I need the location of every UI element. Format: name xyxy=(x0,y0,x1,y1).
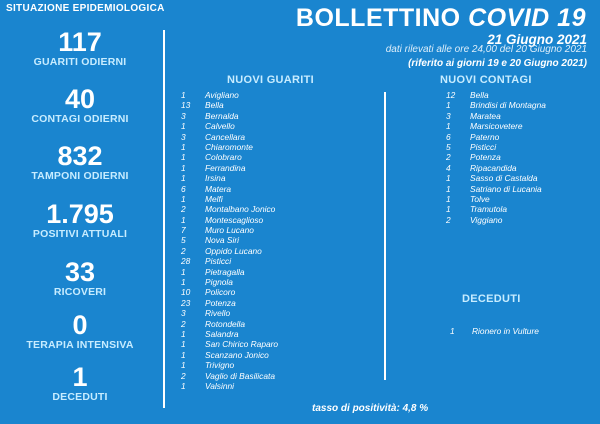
stat-label: GUARITI ODIERNI xyxy=(33,56,127,68)
title-part-2: COVID 19 xyxy=(468,4,586,32)
item-count: 3 xyxy=(181,308,186,319)
item-municipality: Montalbano Jonico xyxy=(205,204,276,215)
item-municipality: Muro Lucano xyxy=(205,225,254,236)
item-municipality: Rionero in Vulture xyxy=(472,326,539,336)
column-divider xyxy=(163,30,165,408)
item-count: 1 xyxy=(446,100,451,111)
item-count: 1 xyxy=(181,380,186,391)
bulletin-title xyxy=(296,4,586,33)
item-count: 1 xyxy=(181,173,186,184)
item-count: 1 xyxy=(181,277,186,288)
list-item xyxy=(181,339,278,349)
stat-value: 40 xyxy=(64,84,96,114)
item-municipality: Pietragalla xyxy=(205,266,245,277)
item-count: 1 xyxy=(181,339,186,350)
list-item xyxy=(181,256,278,266)
list-item xyxy=(181,360,278,370)
item-municipality: Policoro xyxy=(205,287,236,298)
list-item xyxy=(181,319,278,329)
list-item xyxy=(181,225,278,235)
list-divider xyxy=(384,92,386,380)
list-item xyxy=(181,132,278,142)
item-municipality: Brindisi di Montagna xyxy=(470,100,546,111)
stat-label: TAMPONI ODIERNI xyxy=(31,170,129,182)
list-item xyxy=(181,184,278,194)
list-item xyxy=(181,152,278,162)
item-count: 1 xyxy=(181,121,186,132)
item-municipality: Matera xyxy=(205,183,232,194)
item-count: 4 xyxy=(446,162,451,173)
list-item xyxy=(446,111,546,121)
item-municipality: Cancellara xyxy=(205,131,246,142)
list-item xyxy=(181,350,278,360)
item-count: 1 xyxy=(446,121,451,132)
list-item xyxy=(446,132,546,142)
item-count: 1 xyxy=(181,152,186,163)
list-item xyxy=(181,277,278,287)
data-note: dati rilevati alle ore 24,00 del 20 Giugno 2021 xyxy=(385,44,587,55)
list-item xyxy=(181,121,278,131)
item-municipality: Satriano di Lucania xyxy=(470,183,542,194)
item-count: 1 xyxy=(446,204,451,215)
list-item xyxy=(446,194,546,204)
title-part-1: BOLLETTINO xyxy=(295,4,469,32)
item-municipality: Pignola xyxy=(205,277,233,288)
deceduti-list xyxy=(450,326,539,336)
item-count: 3 xyxy=(181,131,186,142)
item-municipality: Pisticci xyxy=(470,141,497,152)
list-item xyxy=(181,298,278,308)
list-item xyxy=(446,121,546,131)
stat-block xyxy=(0,311,160,351)
item-municipality: Sasso di Castalda xyxy=(470,173,538,184)
stat-value: 832 xyxy=(57,141,103,171)
item-municipality: Pisticci xyxy=(205,256,232,267)
item-count: 1 xyxy=(181,349,186,360)
item-municipality: Ripacandida xyxy=(470,162,517,173)
item-count: 3 xyxy=(181,110,186,121)
list-item xyxy=(181,308,278,318)
item-municipality: Bernalda xyxy=(205,110,239,121)
item-municipality: Potenza xyxy=(205,297,236,308)
guariti-list xyxy=(181,90,278,391)
item-count: 1 xyxy=(181,193,186,204)
item-count: 5 xyxy=(446,141,451,152)
list-item xyxy=(446,90,546,100)
item-municipality: Potenza xyxy=(470,152,501,163)
list-item xyxy=(181,381,278,391)
stat-block xyxy=(0,258,160,298)
stat-label: CONTAGI ODIERNI xyxy=(31,113,129,125)
item-municipality: Rivello xyxy=(205,308,231,319)
item-count: 6 xyxy=(181,183,186,194)
list-item xyxy=(181,287,278,297)
item-count: 28 xyxy=(181,256,191,267)
item-municipality: Calvello xyxy=(205,121,235,132)
stat-block xyxy=(0,142,160,182)
stat-block xyxy=(0,85,160,125)
item-municipality: Vaglio di Basilicata xyxy=(205,370,275,381)
bulletin-date: 21 Giugno 2021 xyxy=(487,32,587,47)
item-municipality: Nova Siri xyxy=(205,235,239,246)
list-item xyxy=(181,90,278,100)
item-count: 12 xyxy=(446,90,456,100)
item-count: 1 xyxy=(181,141,186,152)
list-item xyxy=(181,173,278,183)
item-count: 1 xyxy=(181,266,186,277)
item-count: 7 xyxy=(181,225,186,236)
item-count: 23 xyxy=(181,297,191,308)
item-municipality: Oppido Lucano xyxy=(205,245,262,256)
stat-value: 1 xyxy=(72,362,88,392)
item-count: 13 xyxy=(181,100,191,111)
item-count: 1 xyxy=(181,90,186,100)
stat-value: 33 xyxy=(64,257,96,287)
list-item xyxy=(446,100,546,110)
item-count: 1 xyxy=(450,326,455,336)
stat-label: RICOVERI xyxy=(53,286,107,298)
stat-block xyxy=(0,200,160,240)
item-count: 1 xyxy=(181,360,186,371)
list-item xyxy=(181,204,278,214)
stat-block xyxy=(0,28,160,68)
list-item xyxy=(446,173,546,183)
item-municipality: Rotondella xyxy=(205,318,246,329)
item-count: 2 xyxy=(181,318,186,329)
item-count: 1 xyxy=(181,214,186,225)
list-item xyxy=(181,235,278,245)
item-count: 2 xyxy=(181,370,186,381)
item-municipality: Melfi xyxy=(205,193,223,204)
list-item xyxy=(446,215,546,225)
list-item xyxy=(450,326,539,336)
list-item xyxy=(446,163,546,173)
item-municipality: Avigliano xyxy=(205,90,239,100)
item-municipality: Marsicovetere xyxy=(470,121,523,132)
item-municipality: Ferrandina xyxy=(205,162,246,173)
list-item xyxy=(181,329,278,339)
item-count: 6 xyxy=(446,131,451,142)
item-municipality: Bella xyxy=(470,90,489,100)
contagi-list xyxy=(446,90,546,225)
stat-label: TERAPIA INTENSIVA xyxy=(26,339,134,351)
item-count: 5 xyxy=(181,235,186,246)
item-municipality: Trivigno xyxy=(205,360,235,371)
item-municipality: Paterno xyxy=(470,131,500,142)
stat-value: 0 xyxy=(72,310,88,340)
item-municipality: Montescaglioso xyxy=(205,214,264,225)
guariti-heading: NUOVI GUARITI xyxy=(227,74,315,86)
item-municipality: Colobraro xyxy=(205,152,242,163)
contagi-heading: NUOVI CONTAGI xyxy=(440,74,532,86)
item-count: 10 xyxy=(181,287,191,298)
list-item xyxy=(181,267,278,277)
item-count: 3 xyxy=(446,110,451,121)
list-item xyxy=(181,100,278,110)
item-municipality: Irsina xyxy=(205,173,226,184)
list-item xyxy=(181,246,278,256)
item-count: 1 xyxy=(446,183,451,194)
stat-label: POSITIVI ATTUALI xyxy=(32,228,128,240)
stat-value: 117 xyxy=(58,27,102,57)
item-municipality: Bella xyxy=(205,100,224,111)
list-item xyxy=(181,111,278,121)
item-count: 2 xyxy=(446,214,451,225)
item-municipality: Scanzano Jonico xyxy=(205,349,269,360)
list-item xyxy=(446,204,546,214)
deceduti-heading: DECEDUTI xyxy=(462,293,521,305)
item-count: 2 xyxy=(181,245,186,256)
item-municipality: Tolve xyxy=(470,193,490,204)
item-municipality: San Chirico Raparo xyxy=(205,339,279,350)
list-item xyxy=(181,194,278,204)
list-item xyxy=(446,152,546,162)
item-count: 1 xyxy=(446,173,451,184)
item-count: 1 xyxy=(181,328,186,339)
item-count: 2 xyxy=(181,204,186,215)
list-item xyxy=(181,371,278,381)
item-count: 1 xyxy=(181,162,186,173)
item-count: 1 xyxy=(446,193,451,204)
item-municipality: Tramutola xyxy=(470,204,508,215)
stat-label: DECEDUTI xyxy=(52,391,108,403)
item-municipality: Valsinni xyxy=(205,380,235,391)
stat-value: 1.795 xyxy=(46,199,114,229)
item-municipality: Viggiano xyxy=(470,214,503,225)
situation-title: SITUAZIONE EPIDEMIOLOGICA xyxy=(6,3,165,14)
stat-block xyxy=(0,363,160,403)
item-municipality: Maratea xyxy=(470,110,501,121)
item-municipality: Chiaromonte xyxy=(205,141,253,152)
reference-note: (riferito ai giorni 19 e 20 Giugno 2021) xyxy=(408,58,587,69)
list-item xyxy=(181,142,278,152)
list-item xyxy=(181,215,278,225)
item-count: 2 xyxy=(446,152,451,163)
list-item xyxy=(446,142,546,152)
item-municipality: Salandra xyxy=(205,328,239,339)
list-item xyxy=(446,184,546,194)
positivity-rate: tasso di positività: 4,8 % xyxy=(312,403,429,414)
list-item xyxy=(181,163,278,173)
